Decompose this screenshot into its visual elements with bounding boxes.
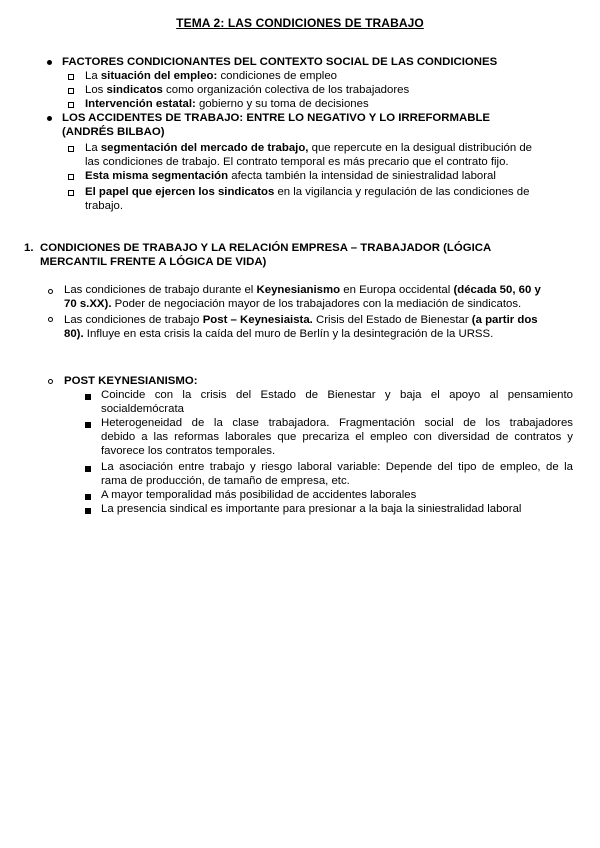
list-item: Coincide con la crisis del Estado de Bienestar y baja el apoyo al pensamiento xyxy=(101,389,573,401)
list-item-continuation: rama de producción, de tamaño de empresa, etc. xyxy=(101,475,350,487)
bullet-filled-square xyxy=(85,494,91,500)
list-item: Heterogeneidad de la clase trabajadora. Fragmentación social de los trabajadores xyxy=(101,417,573,429)
bullet-filled-square xyxy=(85,466,91,472)
paragraph-continuation: 70 s.XX). Poder de negociación mayor de los trabajadores con la mediación de sindicatos. xyxy=(64,298,522,310)
section-b-heading-line2: (ANDRÉS BILBAO) xyxy=(62,126,165,138)
list-item: La situación del empleo: condiciones de empleo xyxy=(85,70,337,82)
bullet-filled-square xyxy=(85,422,91,428)
paragraph: Las condiciones de trabajo Post – Keynesiaista. Crisis del Estado de Bienestar (a partir dos xyxy=(64,314,538,326)
list-item: La asociación entre trabajo y riesgo laboral variable: Depende del tipo de empleo, de la xyxy=(101,461,573,473)
bullet-dot xyxy=(47,60,52,65)
bullet-circle xyxy=(48,317,53,322)
list-item-continuation: debido a las reformas laborales que precariza el empleo con diversidad de contratos y xyxy=(101,431,573,443)
section-1-heading-line2: MERCANTIL FRENTE A LÓGICA DE VIDA) xyxy=(40,256,267,268)
bullet-square xyxy=(68,74,74,80)
paragraph-continuation: 80). Influye en esta crisis la caída del muro de Berlín y la desintegración de la URSS. xyxy=(64,328,494,340)
list-item: Esta misma segmentación afecta también la intensidad de siniestralidad laboral xyxy=(85,170,496,182)
bullet-circle xyxy=(48,289,53,294)
list-item-continuation: las condiciones de trabajo. El contrato temporal es más precario que el contrato fijo. xyxy=(85,156,509,168)
list-item-continuation: favorece los contratos temporales. xyxy=(101,445,276,457)
list-item: Los sindicatos como organización colectiva de los trabajadores xyxy=(85,84,410,96)
bullet-filled-square xyxy=(85,508,91,514)
bullet-square xyxy=(68,190,74,196)
bullet-square xyxy=(68,146,74,152)
list-item-continuation: trabajo. xyxy=(85,200,123,212)
section-b-heading-line1: LOS ACCIDENTES DE TRABAJO: ENTRE LO NEGATIVO Y LO IRREFORMABLE xyxy=(62,112,491,124)
list-item: La presencia sindical es importante para presionar a la baja la siniestralidad laboral xyxy=(101,503,522,515)
paragraph: Las condiciones de trabajo durante el Keynesianismo en Europa occidental (década 50, 60 y xyxy=(64,284,541,296)
list-item-continuation: socialdemócrata xyxy=(101,403,184,415)
bullet-square xyxy=(68,102,74,108)
list-item: El papel que ejercen los sindicatos en la vigilancia y regulación de las condiciones de xyxy=(85,186,530,198)
list-item: La segmentación del mercado de trabajo, que repercute en la desigual distribución de xyxy=(85,142,532,154)
section-number: 1. xyxy=(24,242,34,254)
list-item: A mayor temporalidad más posibilidad de accidentes laborales xyxy=(101,489,417,501)
bullet-circle xyxy=(48,379,53,384)
page-title: TEMA 2: LAS CONDICIONES DE TRABAJO xyxy=(176,16,424,30)
section-1-heading-line1: CONDICIONES DE TRABAJO Y LA RELACIÓN EMPRESA – TRABAJADOR (LÓGICA xyxy=(40,242,492,254)
bullet-dot xyxy=(47,116,52,121)
bullet-filled-square xyxy=(85,394,91,400)
list-item: Intervención estatal: gobierno y su toma de decisiones xyxy=(85,98,369,110)
bullet-square xyxy=(68,88,74,94)
post-keynesianismo-heading: POST KEYNESIANISMO: xyxy=(64,375,198,387)
bullet-square xyxy=(68,174,74,180)
section-a-heading: FACTORES CONDICIONANTES DEL CONTEXTO SOCIAL DE LAS CONDICIONES xyxy=(62,56,498,68)
